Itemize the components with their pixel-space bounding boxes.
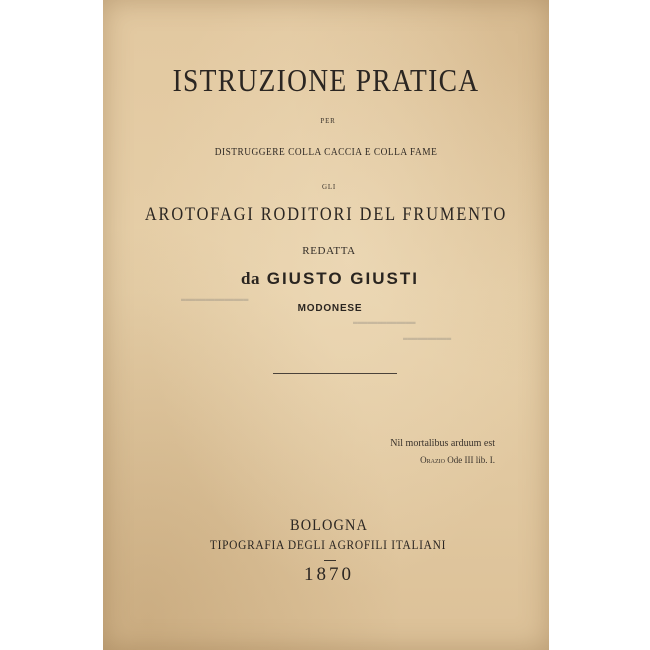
subtitle-line-purpose: DISTRUGGERE COLLA CACCIA E COLLA FAME [214, 146, 438, 158]
author-name: GIUSTO GIUSTI [266, 269, 419, 288]
gli-word: GLI [321, 183, 337, 191]
imprint-city: BOLOGNA [290, 517, 368, 534]
imprint-dash [324, 560, 336, 561]
imprint-year: 1870 [304, 564, 354, 585]
redatta-word: REDATTA [302, 245, 356, 257]
epigraph-quote: Nil mortalibus arduum est [390, 438, 495, 449]
subtitle-subject: AROTOFAGI RODITORI DEL FRUMENTO [144, 204, 508, 225]
divider-rule [273, 373, 397, 374]
imprint-printer: TIPOGRAFIA DEGLI AGROFILI ITALIANI [209, 537, 447, 552]
page-title: ISTRUZIONE PRATICA [172, 62, 480, 98]
per-word: PER [320, 117, 336, 125]
epigraph-source: Ode III lib. I. [447, 455, 495, 465]
epigraph-author: Orazio [420, 455, 446, 465]
author-prefix: da [241, 269, 260, 288]
bleed-through-mark: ▬▬▬▬▬▬▬▬▬▬▬▬▬ [353, 318, 416, 327]
epigraph-attribution [103, 455, 495, 465]
bleed-through-mark: ▬▬▬▬▬▬▬▬▬▬ [403, 334, 452, 343]
bleed-through-mark: ▬▬▬▬▬▬▬▬▬▬▬▬▬▬ [181, 295, 249, 304]
title-page [103, 0, 549, 650]
author-origin: MODONESE [297, 303, 363, 314]
author-line [111, 269, 549, 289]
